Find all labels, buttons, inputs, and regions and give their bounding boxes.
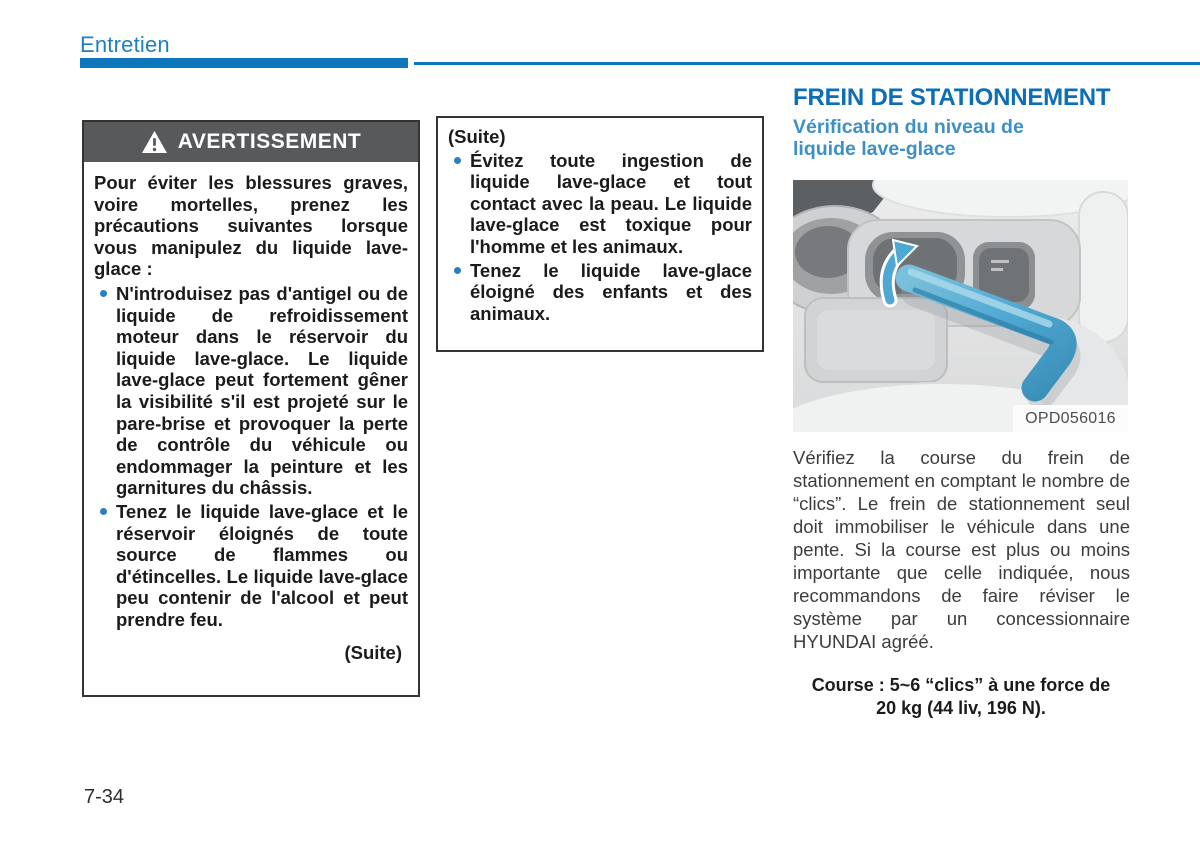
warning-bullet-list [94,283,408,631]
warning-bullet-item [94,283,408,499]
figure-code-label: OPD056016 [1013,405,1128,432]
course-note-line1: Course : 5~6 “clics” à une force de [811,675,1111,695]
parking-brake-figure [793,180,1128,432]
warning-bullet-text: N'introduisez pas d'antigel ou de liquide de refroidissement moteur dans le réservoir du liquide lave-glace. Le liquide lave-glace peut fortement gêner la visibilité s'il est projeté sur le pare-brise et provoquer la perte de contrôle du véhicule ou endommager la peinture et les garnitures du châssis. [116,282,408,499]
course-note-line2: 20 kg (44 liv, 196 N). [876,698,1046,718]
course-note [791,674,1131,720]
warning-box [82,120,420,697]
section-body-text: Vérifiez la course du frein de stationnement en comptant le nombre de “clics”. Le frein de stationnement seul doit immobiliser le véhicule dans une pente. Si la course est plus ou moins importante que celle indiquée, nous recommandons de faire réviser le système par un concessionnaire HYUNDAI agréé. [793,447,1130,652]
header-rule-thick [80,58,408,68]
bullet-dot-icon [454,157,461,164]
suite-bullet-list [448,150,752,325]
suite-bullet-item [448,150,752,258]
suite-continuation-label: (Suite) [344,642,402,664]
warning-box-body [84,162,418,664]
warning-triangle-icon [141,130,168,154]
warning-intro: Pour éviter les blessures graves, voire mortelles, prenez les précautions suivantes lorsque vous manipulez du liquide lave-glace : [94,172,408,280]
page-number: 7-34 [84,786,125,808]
seat-side [1079,192,1128,342]
suite-bullet-text: Tenez le liquide lave-glace éloigné des enfants et des animaux. [470,259,752,324]
section-title: FREIN DE STATIONNEMENT [793,84,1111,111]
warning-bullet-item [94,501,408,631]
warning-title: AVERTISSEMENT [177,130,362,153]
header-rule-thin [414,62,1200,65]
bullet-dot-icon [100,508,107,515]
section-subtitle: Vérification du niveau de liquide lave-glace [793,116,1024,160]
socket-mark [991,260,1009,263]
warning-box-header [84,122,418,162]
storage-tray-inner [817,310,935,370]
bullet-dot-icon [100,290,107,297]
parking-brake-illustration [793,180,1128,432]
suite-bullet-text: Évitez toute ingestion de liquide lave-glace et tout contact avec la peau. Le liquide lave-glace est toxique pour l'homme et les animaux. [470,149,752,257]
socket-mark [991,268,1003,271]
warning-bullet-text: Tenez le liquide lave-glace et le réservoir éloignés de toute source de flammes ou d'étincelles. Le liquide lave-glace peu contenir de l'alcool et peut prendre feu. [116,500,408,630]
suite-box-title: (Suite) [448,126,506,147]
chapter-label: Entretien [80,32,170,57]
bullet-dot-icon [454,267,461,274]
suite-bullet-item [448,260,752,325]
suite-box [436,116,764,352]
